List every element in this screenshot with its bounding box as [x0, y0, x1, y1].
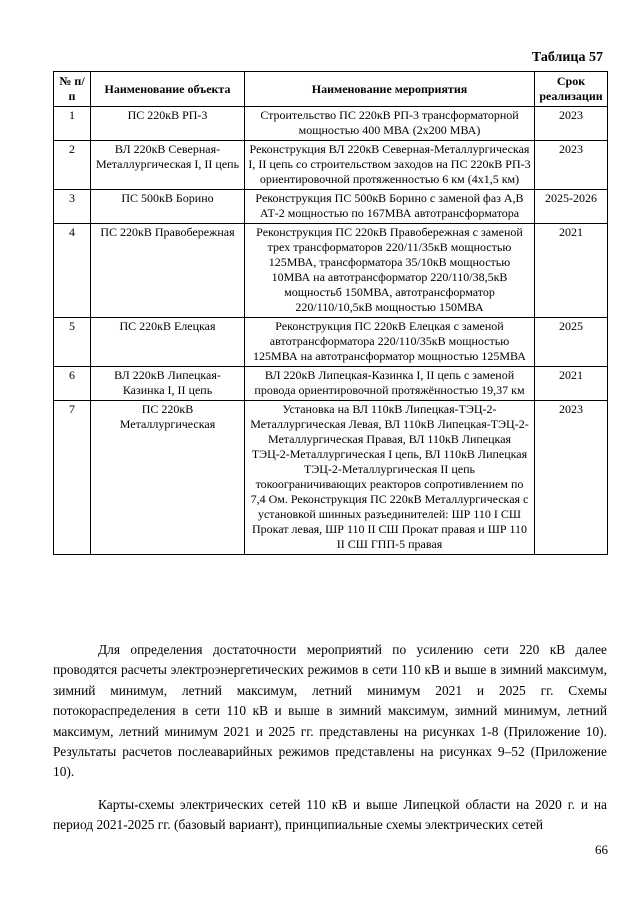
- cell-measure: Реконструкция ВЛ 220кВ Северная-Металлургическая I, II цепь со строительством заходов на ПС 220кВ РП-3 ориентировочной протяженностью 6 км (4х1,5 км): [245, 141, 535, 190]
- cell-term: 2025-2026: [535, 190, 608, 224]
- cell-object: ПС 220кВ РП-3: [91, 107, 245, 141]
- cell-object: ПС 220кВ Правобережная: [91, 224, 245, 318]
- cell-measure: ВЛ 220кВ Липецкая-Казинка I, II цепь с заменой провода ориентировочной протяжённостью 19,37 км: [245, 367, 535, 401]
- measures-table: [53, 71, 608, 555]
- body-paragraph: Карты-схемы электрических сетей 110 кВ и выше Липецкой области на 2020 г. и на период 2021-2025 гг. (базовый вариант), принципиальные схемы электрических сетей: [53, 797, 607, 833]
- cell-num: 6: [54, 367, 91, 401]
- table-row: [54, 224, 608, 318]
- cell-object: ВЛ 220кВ Липецкая-Казинка I, II цепь: [91, 367, 245, 401]
- table-row: [54, 190, 608, 224]
- cell-measure: Реконструкция ПС 500кВ Борино с заменой фаз А,В АТ-2 мощностью по 167МВА автотрансформатора: [245, 190, 535, 224]
- cell-term: 2023: [535, 401, 608, 555]
- cell-num: 1: [54, 107, 91, 141]
- table-caption: Таблица 57: [531, 50, 603, 65]
- cell-term: 2023: [535, 107, 608, 141]
- table-row: [54, 107, 608, 141]
- cell-object: ПС 500кВ Борино: [91, 190, 245, 224]
- cell-measure: Реконструкция ПС 220кВ Правобережная с заменой трех трансформаторов 220/11/35кВ мощностью 125МВА, трансформатора 35/10кВ мощностью 10МВА на автотрансформатор 220/110/38,5кВ мощностьб 150МВА, автотрансформатор 220/110/10,5кВ мощностью 150МВА: [245, 224, 535, 318]
- table-header-row: [54, 72, 608, 107]
- cell-object: ПС 220кВ Елецкая: [91, 318, 245, 367]
- header-measure: Наименование мероприятия: [245, 72, 535, 107]
- cell-measure: Установка на ВЛ 110кВ Липецкая-ТЭЦ-2-Металлургическая Левая, ВЛ 110кВ Липецкая-ТЭЦ-2-Металлургическая Правая, ВЛ 110кВ Липецкая ТЭЦ-2-Металлургическая I цепь, ВЛ 110кВ Липецкая ТЭЦ-2-Металлургическая II цепь токоограничивающих реакторов сопротивлением по 7,4 Ом. Реконструкция ПС 220кВ Металлургическая с установкой шинных разъединителей: ШР 110 I СШ Прокат левая, ШР 110 II СШ Прокат правая и ШР 110 II СШ ГПП-5 правая: [245, 401, 535, 555]
- table-row: [54, 401, 608, 555]
- cell-term: 2021: [535, 367, 608, 401]
- cell-num: 2: [54, 141, 91, 190]
- cell-num: 4: [54, 224, 91, 318]
- header-object: Наименование объекта: [91, 72, 245, 107]
- page-number: 66: [595, 842, 608, 857]
- cell-term: 2025: [535, 318, 608, 367]
- cell-num: 5: [54, 318, 91, 367]
- table-row: [54, 367, 608, 401]
- cell-num: 7: [54, 401, 91, 555]
- table-row: [54, 318, 608, 367]
- table-row: [54, 141, 608, 190]
- cell-object: ВЛ 220кВ Северная-Металлургическая I, II цепь: [91, 141, 245, 190]
- cell-measure: Строительство ПС 220кВ РП-3 трансформаторной мощностью 400 МВА (2х200 МВА): [245, 107, 535, 141]
- header-num: № п/п: [54, 72, 91, 107]
- cell-num: 3: [54, 190, 91, 224]
- cell-term: 2021: [535, 224, 608, 318]
- cell-object: ПС 220кВ Металлургическая: [91, 401, 245, 555]
- header-term: Срок реализации: [535, 72, 608, 107]
- cell-term: 2023: [535, 141, 608, 190]
- body-paragraph: Для определения достаточности мероприятий по усилению сети 220 кВ далее проводятся расчеты электроэнергетических режимов в сети 110 кВ и выше в зимний максимум, зимний минимум, летний максимум, летний минимум 2021 и 2025 гг. Схемы потокораспределения в сети 110 кВ и выше в зимний максимум, зимний минимум, летний максимум, летний минимум 2021 и 2025 гг. представлены на рисунках 1-8 (Приложение 10). Результаты расчетов послеаварийных режимов представлены на рисунках 9–52 (Приложение 10).: [53, 642, 607, 780]
- cell-measure: Реконструкция ПС 220кВ Елецкая с заменой автотрансформатора 220/110/35кВ мощностью 125МВА на автотрансформатор мощностью 125МВА: [245, 318, 535, 367]
